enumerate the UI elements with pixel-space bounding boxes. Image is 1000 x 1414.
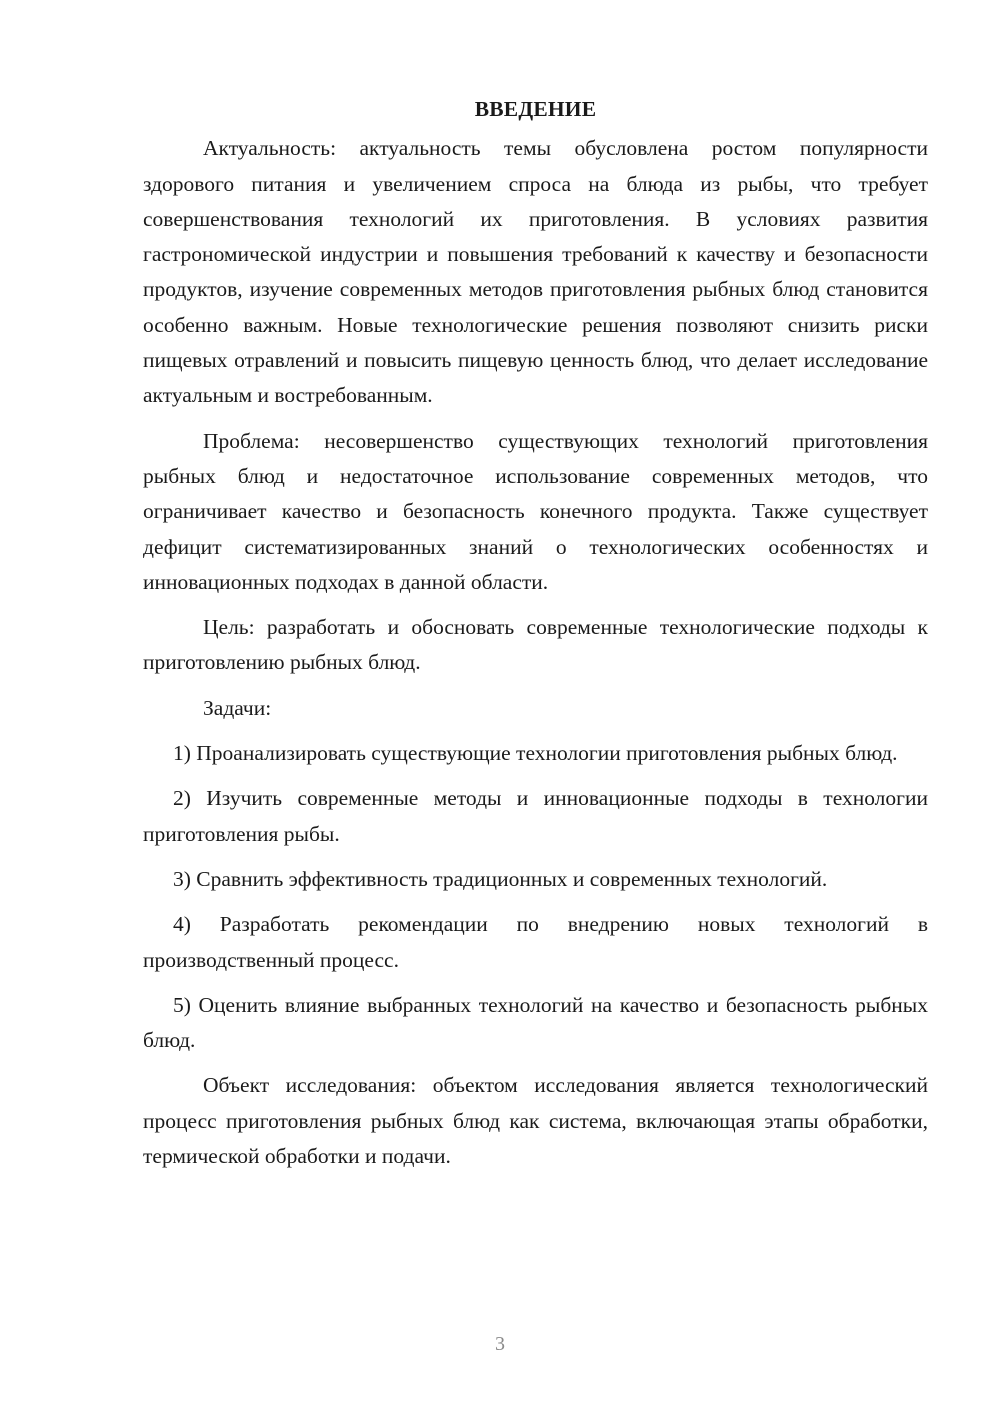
section-title: ВВЕДЕНИЕ	[474, 97, 597, 121]
page-number: 3	[495, 1333, 505, 1355]
task-item: 3) Сравнить эффективность традиционных и современных технологий.	[173, 866, 828, 891]
task-item: 2) Изучить современные методы и инновационные подходы в технологии приготовления рыбы.	[143, 786, 928, 846]
task-item: 4) Разработать рекомендации по внедрению новых технологий в производственный процесс.	[143, 912, 928, 972]
document-page	[143, 92, 928, 1184]
task-item: 1) Проанализировать существующие технологии приготовления рыбных блюд.	[173, 741, 898, 766]
goal-paragraph: Цель: разработать и обосновать современные технологические подходы к приготовлению рыбных блюд.	[143, 615, 928, 675]
task-item: 5) Оценить влияние выбранных технологий на качество и безопасность рыбных блюд.	[143, 992, 928, 1053]
object-paragraph: Объект исследования: объектом исследования является технологический процесс приготовления рыбных блюд как система, включающая этапы обработки, термической обработки и подачи.	[143, 1073, 928, 1169]
problem-paragraph: Проблема: несовершенство существующих технологий приготовления рыбных блюд и недостаточное использование современных методов, что ограничивает качество и безопасность конечного продукта. Также существует дефицит систематизированных знаний о технологических особенностях и инновационных подходах в данной области.	[143, 428, 928, 594]
tasks-label: Задачи:	[203, 695, 272, 720]
relevance-paragraph: Актуальность: актуальность темы обусловлена ростом популярности здорового питания и увеличением спроса на блюда из рыбы, что требует совершенствования технологий их приготовления. В условиях развития гастрономической индустрии и повышения требований к качеству и безопасности продуктов, изучение современных методов приготовления рыбных блюд становится особенно важным. Новые технологические решения позволяют снизить риски пищевых отравлений и повысить пищевую ценность блюд, что делает исследование актуальным и востребованным.	[143, 136, 928, 408]
